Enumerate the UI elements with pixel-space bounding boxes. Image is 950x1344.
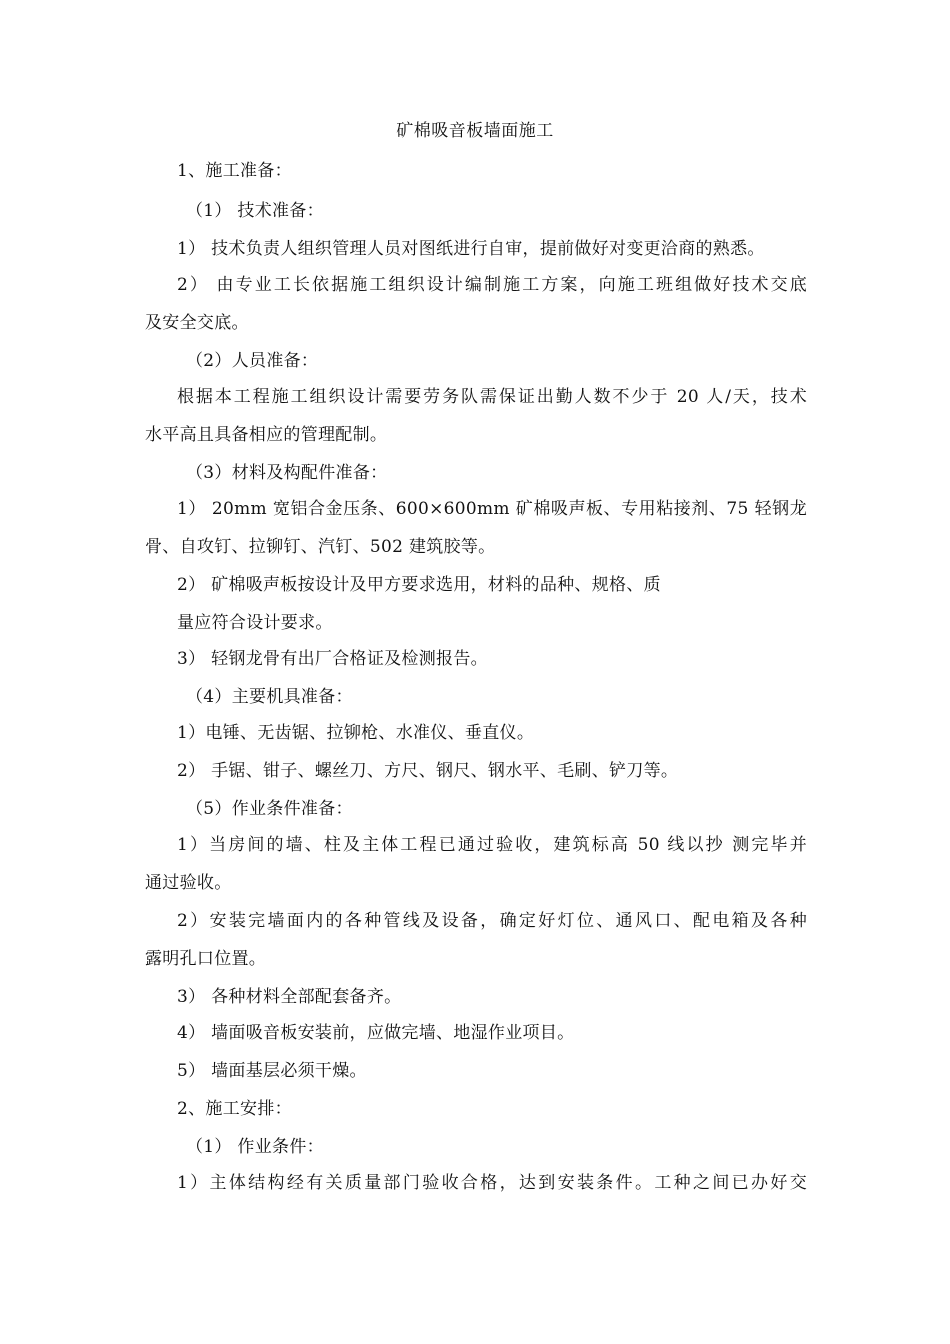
paragraph-line: 骨、自攻钉、拉铆钉、汽钉、502 建筑胶等。 [145,537,496,557]
paragraph-line: 4） 墙面吸音板安装前，应做完墙、地湿作业项目。 [177,1023,575,1043]
subsection-heading-materials: （3）材料及构配件准备： [186,463,388,483]
paragraph-line: 2） 由专业工长依据施工组织设计编制施工方案，向施工班组做好技术交底 [177,275,807,295]
paragraph-line: 5） 墙面基层必须干燥。 [177,1061,367,1081]
paragraph-line: 1）主体结构经有关质量部门验收合格，达到安装条件。工种之间已办好交 [177,1173,807,1193]
paragraph-line: 1）当房间的墙、柱及主体工程已通过验收，建筑标高 50 线以抄 测完毕并 [177,835,807,855]
paragraph-line: 1） 技术负责人组织管理人员对图纸进行自审，提前做好对变更洽商的熟悉。 [177,239,765,259]
paragraph-line: 1） 20mm 宽铝合金压条、600×600mm 矿棉吸声板、专用粘接剂、75 轻钢龙 [177,499,807,519]
subsection-heading-work-conditions: （1） 作业条件： [186,1137,324,1157]
paragraph-line: 2） 矿棉吸声板按设计及甲方要求选用，材料的品种、规格、质 [177,575,661,595]
subsection-heading-personnel: （2）人员准备： [186,351,319,371]
section-heading-arrangement: 2、施工安排： [177,1099,292,1119]
subsection-heading-technical: （1） 技术准备： [186,201,324,221]
paragraph-line: 通过验收。 [145,873,232,893]
paragraph-line: 1）电锤、无齿锯、拉铆枪、水准仪、垂直仪。 [177,723,535,743]
paragraph-line: 3） 轻钢龙骨有出厂合格证及检测报告。 [177,649,488,669]
document-title: 矿棉吸音板墙面施工 [396,121,554,141]
paragraph-line: 及安全交底。 [145,313,249,333]
paragraph-line: 水平高且具备相应的管理配制。 [145,425,388,445]
paragraph-line: 露明孔口位置。 [145,949,267,969]
paragraph-line: 3） 各种材料全部配套备齐。 [177,987,402,1007]
paragraph-line: 2） 手锯、钳子、螺丝刀、方尺、钢尺、钢水平、毛刷、铲刀等。 [177,761,679,781]
paragraph-line: 根据本工程施工组织设计需要劳务队需保证出勤人数不少于 20 人/天，技术 [177,387,807,407]
subsection-heading-conditions: （5）作业条件准备： [186,799,353,819]
paragraph-line: 量应符合设计要求。 [177,613,333,633]
paragraph-line: 2）安装完墙面内的各种管线及设备，确定好灯位、通风口、配电箱及各种 [177,911,807,931]
section-heading-preparation: 1、施工准备： [177,161,292,181]
subsection-heading-tools: （4）主要机具准备： [186,687,353,707]
